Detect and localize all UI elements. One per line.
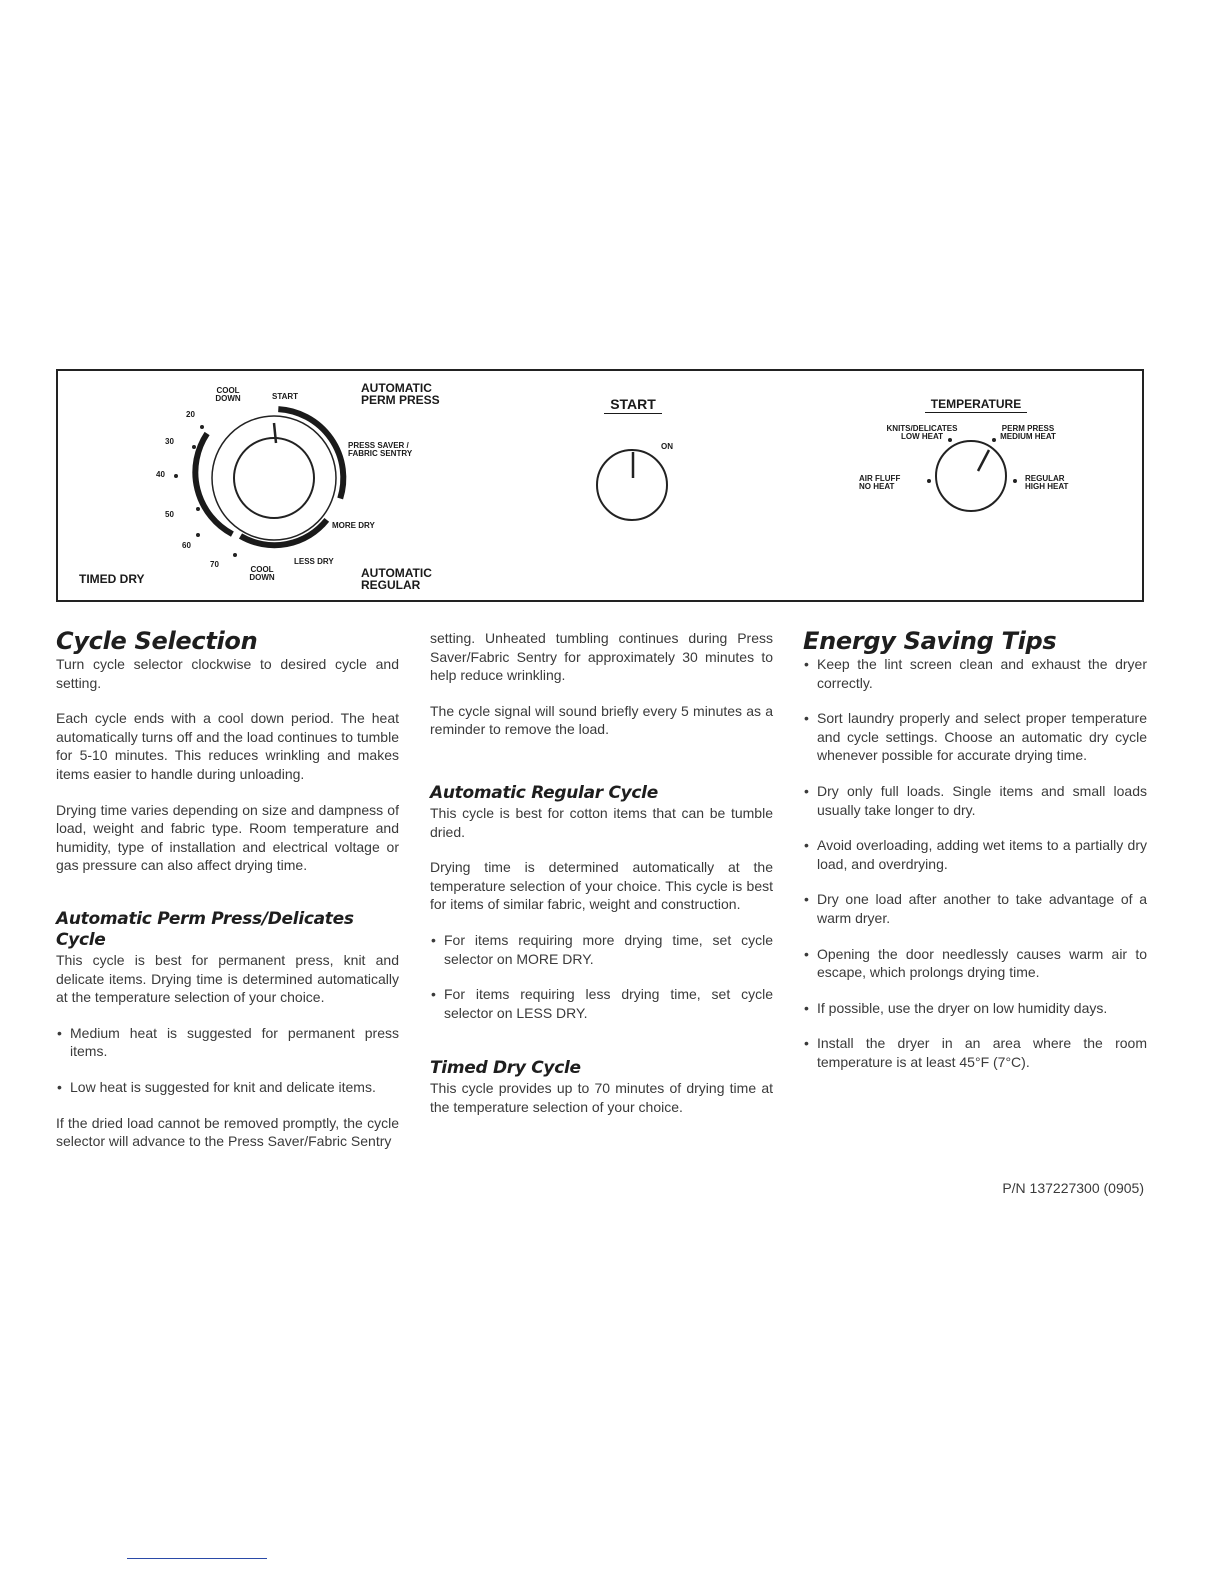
- minutes-40: 40: [156, 470, 165, 479]
- list-item: • Avoid overloading, adding wet items to a partially dry load, and overdrying.: [803, 836, 1147, 873]
- automatic-regular-paragraph-2: Drying time is determined automatically at the temperature selection of your choice. This cycle is best for items of similar fabric, weight and construction.: [430, 859, 773, 913]
- list-item: • Sort laundry properly and select proper temperature and cycle settings. Choose an automatic dry cycle whenever possible for accurate drying time.: [803, 709, 1147, 765]
- list-item: • Install the dryer in an area where the room temperature is at least 45°F (7°C).: [803, 1034, 1147, 1071]
- regular-bullets: [430, 931, 773, 1022]
- cycle-signal-paragraph: The cycle signal will sound briefly every 5 minutes as a reminder to remove the load.: [430, 702, 773, 738]
- dryer-control-panel: [56, 369, 1144, 602]
- press-saver-label: PRESS SAVER / FABRIC SENTRY: [348, 441, 413, 458]
- less-dry-label: LESS DRY: [294, 557, 334, 566]
- minutes-70: 70: [210, 560, 219, 569]
- regular-temp-label: REGULAR HIGH HEAT: [1025, 474, 1069, 491]
- perm-press-paragraph: This cycle is best for permanent press, knit and delicate items. Drying time is determined automatically at the temperature selection of your choice.: [56, 951, 399, 1006]
- cycles-column: [430, 629, 773, 1117]
- list-item: • Low heat is suggested for knit and delicate items.: [56, 1078, 399, 1097]
- temperature-title: TEMPERATURE: [906, 398, 1046, 410]
- cool-down-bottom-label: COOL DOWN: [249, 565, 275, 582]
- footer-rule: [127, 1558, 267, 1559]
- cycle-selection-column: [56, 627, 399, 1151]
- timed-dry-heading: Timed Dry Cycle: [430, 1058, 581, 1079]
- timed-dry-label: TIMED DRY: [79, 572, 145, 586]
- press-saver-continued: setting. Unheated tumbling continues during Press Saver/Fabric Sentry for approximately 30 minutes to help reduce wrinkling.: [430, 630, 773, 684]
- temperature-knob: [936, 441, 1006, 511]
- list-item: • Dry one load after another to take advantage of a warm dryer.: [803, 890, 1147, 927]
- start-title: START: [588, 397, 678, 411]
- on-label: ON: [661, 442, 673, 451]
- timed-dry-paragraph: This cycle provides up to 70 minutes of drying time at the temperature selection of your choice.: [430, 1080, 773, 1115]
- list-item: • If possible, use the dryer on low humidity days.: [803, 999, 1147, 1018]
- automatic-regular-arc: [241, 520, 327, 545]
- automatic-perm-press-label: AUTOMATIC PERM PRESS: [361, 381, 440, 407]
- marker-20: [200, 425, 204, 429]
- more-dry-label: MORE DRY: [332, 521, 375, 530]
- minutes-20: 20: [186, 410, 195, 419]
- cool-down-top-label: COOL DOWN: [215, 386, 241, 403]
- energy-tips-column: [803, 627, 1147, 1072]
- cycle-selector-knob: [234, 438, 314, 518]
- press-saver-paragraph: If the dried load cannot be removed promptly, the cycle selector will advance to the Press Saver/Fabric Sentry: [56, 1114, 399, 1150]
- temp-dot-regular: [1013, 479, 1017, 483]
- drying-time-paragraph: Drying time varies depending on size and dampness of load, weight and fabric type. Room temperature and humidity, type of installation and electrical voltage or gas pressure can also affect drying time.: [56, 801, 399, 874]
- minutes-50: 50: [165, 510, 174, 519]
- temp-dot-air: [927, 479, 931, 483]
- list-item: • For items requiring more drying time, set cycle selector on MORE DRY.: [430, 931, 773, 968]
- marker-30: [192, 445, 196, 449]
- marker-40: [174, 474, 178, 478]
- minutes-60: 60: [182, 541, 191, 550]
- cycle-selection-heading: Cycle Selection: [56, 627, 258, 655]
- minutes-30: 30: [165, 437, 174, 446]
- list-item: • Medium heat is suggested for permanent press items.: [56, 1024, 399, 1061]
- marker-50: [196, 507, 200, 511]
- cool-down-paragraph: Each cycle ends with a cool down period. The heat automatically turns off and the load continues to tumble for 5-10 minutes. This reduces wrinkling and makes items easier to handle during unloading.: [56, 710, 399, 782]
- automatic-regular-paragraph: This cycle is best for cotton items that can be tumble dried.: [430, 804, 773, 840]
- marker-70: [233, 553, 237, 557]
- start-label: START: [272, 392, 299, 401]
- automatic-regular-heading: Automatic Regular Cycle: [430, 782, 658, 803]
- perm-press-bullets: [56, 1024, 399, 1097]
- list-item: • For items requiring less drying time, set cycle selector on LESS DRY.: [430, 985, 773, 1022]
- knits-delicates-label: KNITS/DELICATES LOW HEAT: [886, 424, 958, 441]
- energy-tips-list: [803, 655, 1147, 1072]
- perm-press-heading: Automatic Perm Press/Delicates Cycle: [56, 908, 354, 950]
- list-item: • Keep the lint screen clean and exhaust the dryer correctly.: [803, 655, 1147, 692]
- list-item: • Dry only full loads. Single items and small loads usually take longer to dry.: [803, 782, 1147, 819]
- cycle-selection-intro: Turn cycle selector clockwise to desired cycle and setting.: [56, 656, 399, 691]
- perm-press-temp-label: PERM PRESS MEDIUM HEAT: [1000, 424, 1056, 441]
- energy-tips-heading: Energy Saving Tips: [803, 627, 1057, 655]
- part-number: P/N 137227300 (0905): [1002, 1180, 1144, 1196]
- marker-60: [196, 533, 200, 537]
- air-fluff-label: AIR FLUFF NO HEAT: [859, 474, 901, 491]
- automatic-regular-label: AUTOMATIC REGULAR: [361, 566, 432, 592]
- list-item: • Opening the door needlessly causes warm air to escape, which prolongs drying time.: [803, 945, 1147, 982]
